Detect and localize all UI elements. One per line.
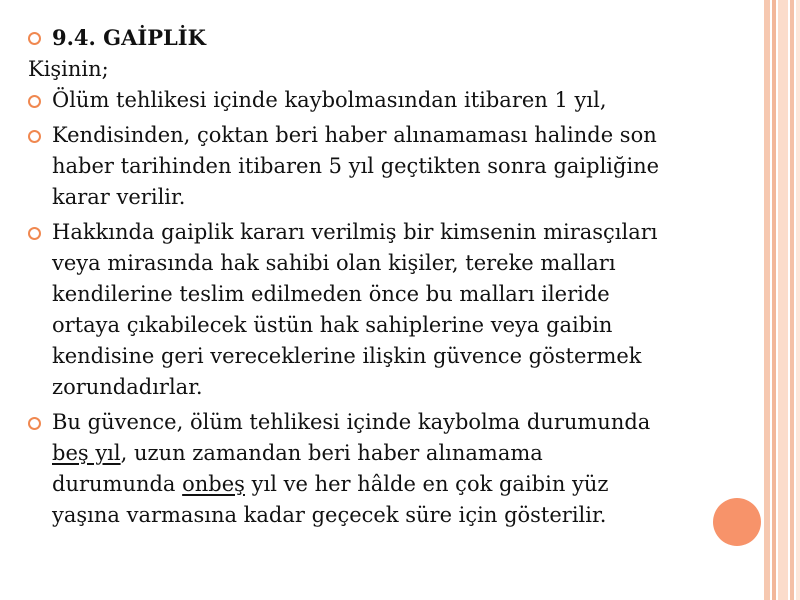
bullet-text-line [52, 469, 770, 500]
bullet-text-line [52, 438, 770, 469]
list-item [28, 85, 770, 116]
underlined-term: beş yıl [52, 441, 121, 465]
decorative-stripe [778, 0, 788, 600]
bullet-text-fragment: durumunda [52, 472, 183, 496]
decorative-stripe [790, 0, 794, 600]
decorative-stripe [772, 0, 776, 600]
bullet-text-line: zorundadırlar. [52, 375, 203, 399]
bullet-icon [28, 95, 41, 108]
slide-body [28, 22, 770, 531]
title-item [28, 22, 770, 54]
bullet-icon [28, 130, 41, 143]
underlined-term: onbeş [182, 472, 245, 496]
bullet-text-line: veya mirasında hak sahibi olan kişiler, tereke malları [52, 251, 616, 275]
bullet-text-line: Kendisinden, çoktan beri haber alınamaması halinde son [52, 123, 657, 147]
bullet-text-line: Hakkında gaiplik kararı verilmiş bir kimsenin mirasçıları [52, 220, 658, 244]
bullet-text-line: Bu güvence, ölüm tehlikesi içinde kaybolma durumunda [52, 410, 651, 434]
bullet-text-line: kendisine geri vereceklerine ilişkin güvence göstermek [52, 344, 642, 368]
slide-title: 9.4. GAİPLİK [52, 25, 206, 50]
bullet-text-line: yaşına varmasına kadar geçecek süre için gösterilir. [52, 503, 607, 527]
intro-text [28, 54, 770, 85]
list-item [28, 407, 770, 531]
bullet-icon [28, 32, 41, 45]
bullet-icon [28, 417, 41, 430]
bullet-text-fragment: yıl ve her hâlde en çok gaibin yüz [244, 472, 609, 496]
intro-label: Kişinin; [28, 57, 109, 81]
bullet-text-line: haber tarihinden itibaren 5 yıl geçtikten sonra gaipliğine [52, 154, 660, 178]
list-item [28, 120, 770, 213]
decorative-stripe [796, 0, 800, 600]
bullet-icon [28, 227, 41, 240]
list-item [28, 217, 770, 403]
bullet-text-line: kendilerine teslim edilmeden önce bu malları ileride [52, 282, 610, 306]
bullet-text-line: ortaya çıkabilecek üstün hak sahiplerine veya gaibin [52, 313, 613, 337]
bullet-text-fragment: , uzun zamandan beri haber alınamama [120, 441, 543, 465]
bullet-text-line: karar verilir. [52, 185, 186, 209]
bullet-text: Ölüm tehlikesi içinde kaybolmasından itibaren 1 yıl, [52, 88, 607, 112]
